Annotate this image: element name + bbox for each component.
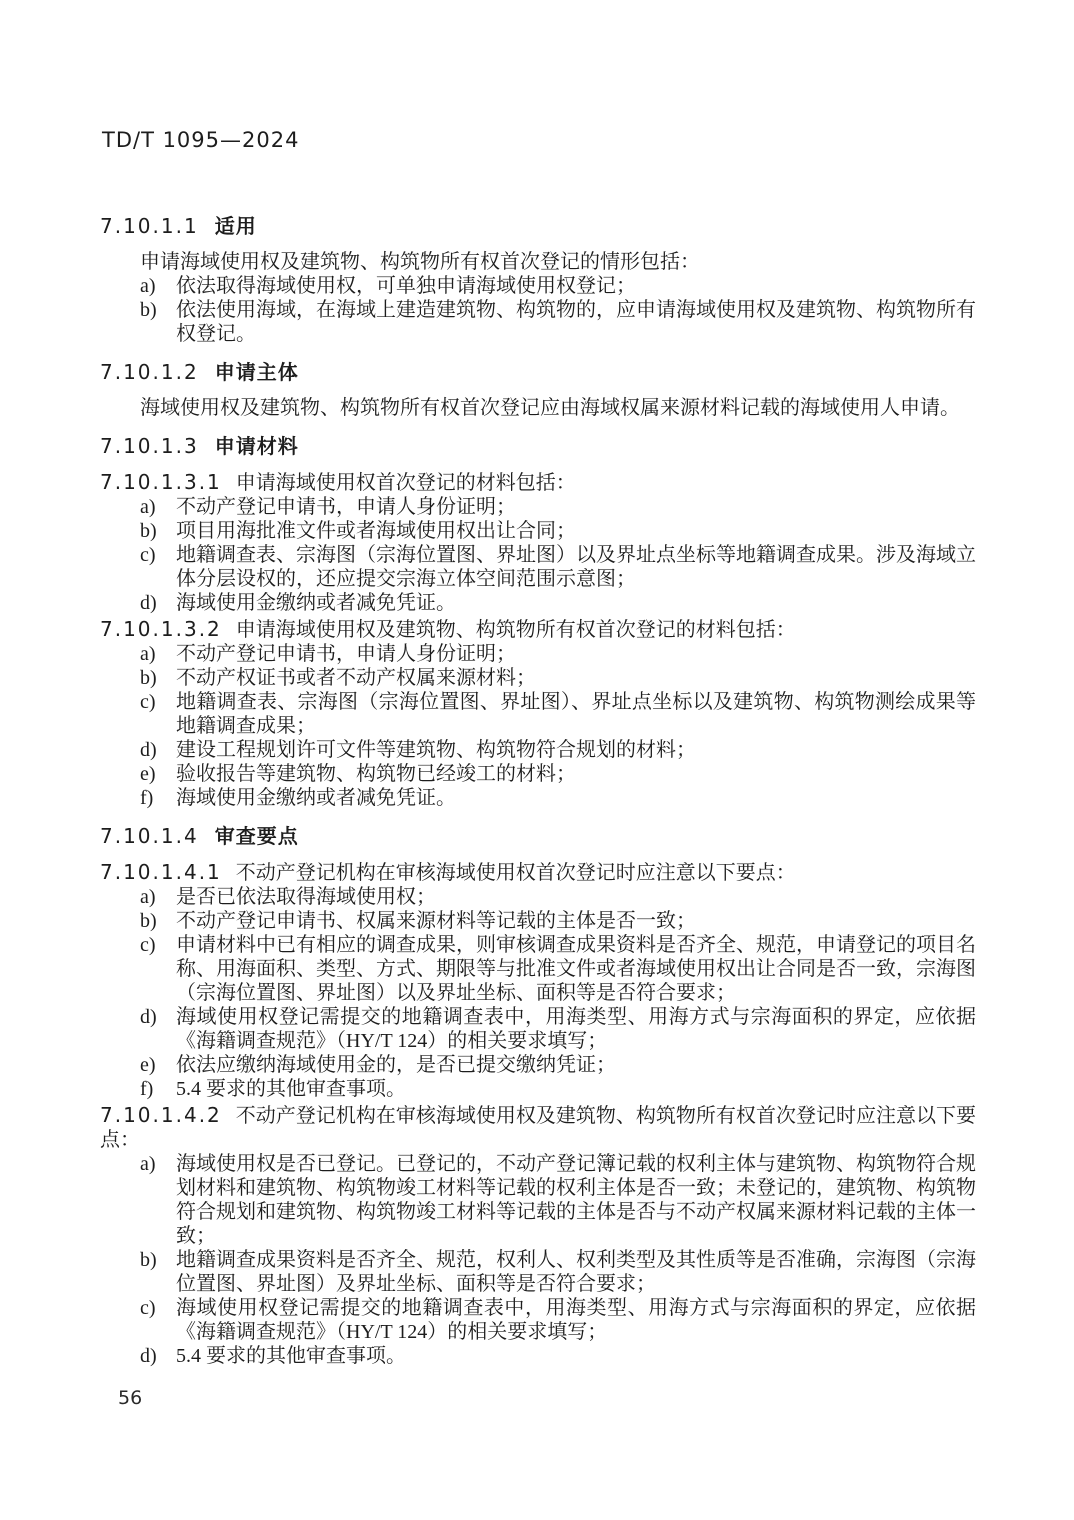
list-marker: b)	[140, 1249, 157, 1271]
list-item-text: 验收报告等建筑物、构筑物已经竣工的材料；	[176, 763, 576, 785]
list-marker: d)	[140, 739, 157, 761]
section-heading	[100, 824, 976, 848]
list-item	[100, 762, 976, 786]
list-item-text: 不动产登记申请书，申请人身份证明；	[176, 643, 516, 665]
list-marker: c)	[140, 1297, 156, 1319]
section-number: 7.10.1.2	[100, 360, 199, 384]
list-item	[100, 495, 976, 519]
list-item	[100, 1077, 976, 1101]
list-marker: a)	[140, 275, 156, 297]
section-heading	[100, 360, 976, 384]
list-item-text: 不动产登记申请书，申请人身份证明；	[176, 496, 516, 518]
list-marker: e)	[140, 1054, 156, 1076]
clause-paragraph	[100, 1103, 976, 1152]
clause-text: 申请海域使用权首次登记的材料包括：	[235, 472, 576, 494]
clause-paragraph	[100, 860, 976, 885]
list-item-text: 地籍调查成果资料是否齐全、规范，权利人、权利类型及其性质等是否准确，宗海图（宗海位置图、界址图）及界址坐标、面积等是否符合要求；	[176, 1249, 976, 1295]
list-item	[100, 738, 976, 762]
list-item-text: 海域使用权登记需提交的地籍调查表中，用海类型、用海方式与宗海面积的界定，应依据《海籍调查规范》（HY/T 124）的相关要求填写；	[176, 1297, 976, 1343]
list-item	[100, 298, 976, 346]
list-marker: a)	[140, 1153, 156, 1175]
list-item	[100, 1005, 976, 1053]
list-item-text: 海域使用金缴纳或者减免凭证。	[176, 592, 456, 614]
paragraph: 海域使用权及建筑物、构筑物所有权首次登记应由海域权属来源材料记载的海域使用人申请。	[140, 397, 960, 419]
clause-text: 申请海域使用权及建筑物、构筑物所有权首次登记的材料包括：	[235, 619, 796, 641]
list-item-text: 海域使用金缴纳或者减免凭证。	[176, 787, 456, 809]
list-item-text: 5.4 要求的其他审查事项。	[176, 1078, 406, 1100]
list-item-text: 不动产登记申请书、权属来源材料等记载的主体是否一致；	[176, 910, 696, 932]
clause-text: 不动产登记机构在审核海域使用权首次登记时应注意以下要点：	[235, 862, 796, 884]
list-item-text: 是否已依法取得海域使用权；	[176, 886, 436, 908]
list-item-text: 依法取得海域使用权，可单独申请海域使用权登记；	[176, 275, 636, 297]
document-code: TD/T 1095—2024	[102, 128, 300, 152]
list-marker: d)	[140, 1345, 157, 1367]
section-heading	[100, 434, 976, 458]
list-item-text: 项目用海批准文件或者海域使用权出让合同；	[176, 520, 576, 542]
list-item-text: 地籍调查表、宗海图（宗海位置图、界址图）、界址点坐标以及建筑物、构筑物测绘成果等地籍调查成果；	[176, 691, 976, 737]
list-item	[100, 591, 976, 615]
section-title: 申请主体	[214, 360, 299, 384]
clause-number: 7.10.1.3.1	[100, 470, 222, 494]
section-number: 7.10.1.3	[100, 434, 199, 458]
section-number: 7.10.1.4	[100, 824, 199, 848]
paragraph: 申请海域使用权及建筑物、构筑物所有权首次登记的情形包括：	[140, 251, 700, 273]
section-number: 7.10.1.1	[100, 214, 199, 238]
clause-number: 7.10.1.3.2	[100, 617, 222, 641]
list-marker: a)	[140, 643, 156, 665]
list-marker: e)	[140, 763, 156, 785]
page-number: 56	[118, 1387, 143, 1409]
list-item	[100, 1053, 976, 1077]
list-marker: b)	[140, 667, 157, 689]
list-item	[100, 666, 976, 690]
clause-number: 7.10.1.4.1	[100, 860, 222, 884]
list-marker: b)	[140, 910, 157, 932]
list-item-text: 建设工程规划许可文件等建筑物、构筑物符合规划的材料；	[176, 739, 696, 761]
list-marker: a)	[140, 886, 156, 908]
clause-paragraph	[100, 470, 976, 495]
list-item-text: 申请材料中已有相应的调查成果，则审核调查成果资料是否齐全、规范，申请登记的项目名称、用海面积、类型、方式、期限等与批准文件或者海域使用权出让合同是否一致，宗海图（宗海位置图、界址图）以及界址坐标、面积等是否符合要求；	[176, 934, 976, 1004]
list-item	[100, 933, 976, 1005]
list-item-text: 不动产权证书或者不动产权属来源材料；	[176, 667, 536, 689]
list-marker: d)	[140, 1006, 157, 1028]
list-item	[100, 1296, 976, 1344]
list-marker: f)	[140, 1078, 154, 1100]
list-item-text: 地籍调查表、宗海图（宗海位置图、界址图）以及界址点坐标等地籍调查成果。涉及海域立体分层设权的，还应提交宗海立体空间范围示意图；	[176, 544, 976, 590]
section-title: 适用	[214, 214, 257, 238]
list-marker: b)	[140, 520, 157, 542]
list-item	[100, 519, 976, 543]
list-marker: a)	[140, 496, 156, 518]
section-title: 审查要点	[214, 824, 299, 848]
clause-number: 7.10.1.4.2	[100, 1103, 222, 1127]
list-item	[100, 786, 976, 810]
document-body	[100, 214, 976, 1368]
list-item-text: 5.4 要求的其他审查事项。	[176, 1345, 406, 1367]
list-item	[100, 1344, 976, 1368]
list-marker: c)	[140, 691, 156, 713]
list-item	[100, 1152, 976, 1248]
list-item	[100, 642, 976, 666]
list-item	[100, 885, 976, 909]
clause-text: 不动产登记机构在审核海域使用权及建筑物、构筑物所有权首次登记时应注意以下要点：	[100, 1105, 976, 1151]
list-item	[100, 543, 976, 591]
list-item	[100, 1248, 976, 1296]
list-marker: b)	[140, 299, 157, 321]
section-title: 申请材料	[214, 434, 299, 458]
clause-paragraph	[100, 617, 976, 642]
list-item-text: 依法应缴纳海域使用金的，是否已提交缴纳凭证；	[176, 1054, 616, 1076]
section-heading	[100, 214, 976, 238]
list-marker: d)	[140, 592, 157, 614]
list-item-text: 海域使用权是否已登记。已登记的，不动产登记簿记载的权利主体与建筑物、构筑物符合规划材料和建筑物、构筑物竣工材料等记载的权利主体是否一致；未登记的，建筑物、构筑物符合规划和建筑物、构筑物竣工材料等记载的主体是否与不动产权属来源材料记载的主体一致；	[176, 1153, 976, 1247]
list-marker: c)	[140, 934, 156, 956]
list-marker: c)	[140, 544, 156, 566]
list-item	[100, 690, 976, 738]
list-item-text: 依法使用海域，在海域上建造建筑物、构筑物的，应申请海域使用权及建筑物、构筑物所有权登记。	[176, 299, 976, 345]
list-item-text: 海域使用权登记需提交的地籍调查表中，用海类型、用海方式与宗海面积的界定，应依据《海籍调查规范》（HY/T 124）的相关要求填写；	[176, 1006, 976, 1052]
list-marker: f)	[140, 787, 154, 809]
list-item	[100, 274, 976, 298]
list-item	[100, 909, 976, 933]
